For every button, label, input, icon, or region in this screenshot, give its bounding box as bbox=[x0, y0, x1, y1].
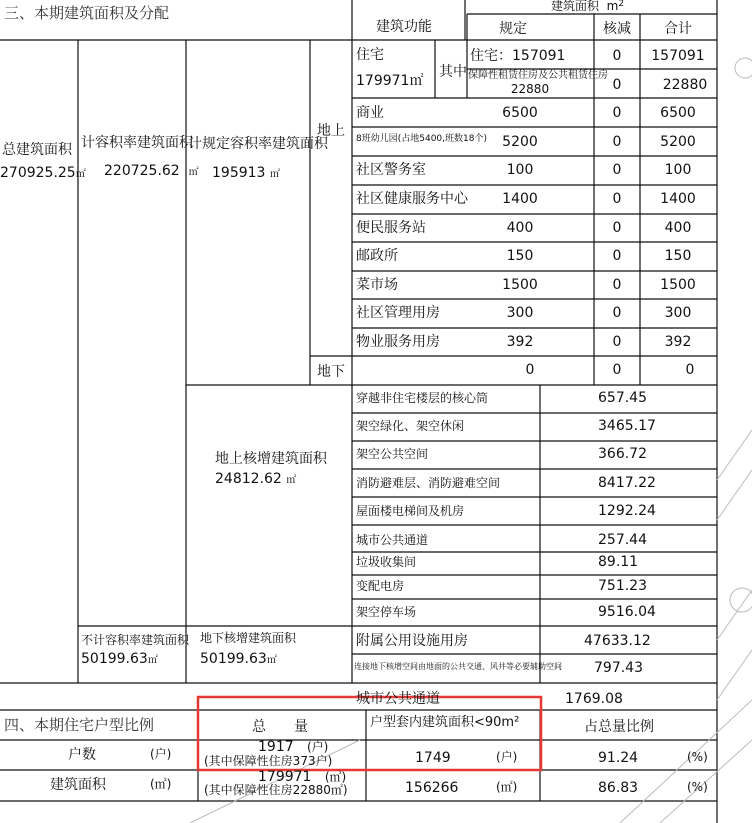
nonfar-item-1-value: 47633.12 bbox=[584, 633, 651, 649]
gfa-value: 270925.25㎡ bbox=[0, 165, 86, 181]
header-total: 合计 bbox=[664, 21, 692, 37]
sec4-total-header: 总 量 bbox=[252, 719, 308, 735]
far-value: 220725.62 ㎡ bbox=[104, 163, 199, 179]
function-row-name: 社区警务室 bbox=[356, 162, 426, 178]
nonfar-label: 不计容积率建筑面积 bbox=[81, 633, 190, 647]
households-pct: (%) bbox=[687, 750, 708, 764]
function-row-name: 社区健康服务中心 bbox=[356, 191, 468, 207]
incr-item-name: 架空停车场 bbox=[356, 605, 417, 619]
function-row-reduce: 0 bbox=[612, 220, 622, 236]
nonfar-ug-value: 50199.63㎡ bbox=[200, 651, 277, 667]
function-row-reduce: 0 bbox=[612, 248, 622, 264]
incr-item-name: 架空绿化、架空休闲 bbox=[356, 419, 465, 433]
section4-title: 四、本期住宅户型比例 bbox=[4, 716, 155, 734]
res-sub1: 住宅：157091 bbox=[470, 48, 566, 64]
incr-item-value: 9516.04 bbox=[598, 604, 656, 620]
section3-title: 三、本期建筑面积及分配 bbox=[4, 4, 170, 22]
incr-item-name: 城市公共通道 bbox=[356, 533, 429, 547]
function-row-total: 1400 bbox=[660, 191, 696, 207]
incr-item-name: 穿越非住宅楼层的核心筒 bbox=[356, 391, 489, 405]
function-row-name: 商业 bbox=[356, 105, 384, 121]
far-label: 计容积率建筑面积 bbox=[81, 135, 193, 151]
nonfar-item-3-value: 1769.08 bbox=[565, 691, 623, 707]
res-sub1-reduce: 0 bbox=[612, 48, 622, 64]
function-row-plan: 100 bbox=[506, 162, 534, 178]
function-row-name: 8班幼儿园(占地5400,班数18个) bbox=[356, 134, 487, 144]
header-area: 建筑面积 $m^2$ bbox=[551, 0, 625, 13]
incr-item-value: 366.72 bbox=[598, 446, 647, 462]
function-row-plan: 400 bbox=[506, 220, 534, 236]
incr-item-value: 1292.24 bbox=[598, 503, 656, 519]
area-ratio: 86.83 bbox=[598, 780, 639, 796]
area-small-unit: (㎡) bbox=[496, 780, 518, 794]
plan-far-label: 计规定容积率建筑面积 bbox=[188, 136, 328, 152]
function-row-name: 邮政所 bbox=[356, 248, 398, 264]
incr-label: 地上核增建筑面积 bbox=[215, 451, 327, 467]
function-row-name: 社区管理用房 bbox=[356, 305, 440, 321]
underground-reduce: 0 bbox=[612, 362, 622, 378]
households-small: 1749 bbox=[415, 750, 451, 766]
function-row-total: 400 bbox=[664, 220, 692, 236]
function-row-total: 392 bbox=[664, 334, 692, 350]
households-unit: (户) bbox=[150, 747, 172, 761]
function-row-plan: 5200 bbox=[502, 134, 538, 150]
incr-item-name: 变配电房 bbox=[356, 579, 405, 593]
res-sub2-label: 保障性租赁住房及公共租赁住房 bbox=[468, 70, 608, 81]
below-ground-label: 地下 bbox=[317, 364, 345, 380]
incr-item-value: 657.45 bbox=[598, 390, 647, 406]
function-row-plan: 392 bbox=[506, 334, 534, 350]
function-row-reduce: 0 bbox=[612, 162, 622, 178]
function-row-total: 100 bbox=[664, 162, 692, 178]
incr-item-name: 屋面楼电梯间及机房 bbox=[356, 504, 465, 518]
households-small-unit: (户) bbox=[496, 750, 518, 764]
res-sub2-total: 22880 bbox=[662, 77, 708, 93]
incr-item-value: 8417.22 bbox=[598, 475, 656, 491]
area-pct: (%) bbox=[687, 780, 708, 794]
function-row-plan: 150 bbox=[506, 248, 534, 264]
nonfar-ug-label: 地下核增建筑面积 bbox=[200, 631, 297, 645]
function-row-name: 便民服务站 bbox=[356, 220, 426, 236]
area-label: 建筑面积 bbox=[50, 777, 106, 793]
nonfar-item-2-name: 连接地下核增空间由地面的公共交通、风井等必要辅助空间 bbox=[354, 662, 562, 671]
function-row-reduce: 0 bbox=[612, 277, 622, 293]
sec4-unit-type-header: 户型套内建筑面积<90m² bbox=[370, 715, 520, 730]
households-ratio: 91.24 bbox=[598, 750, 639, 766]
res-sub2-reduce: 0 bbox=[612, 77, 622, 93]
qizhong-label: 其中 bbox=[439, 64, 467, 80]
function-row-plan: 1400 bbox=[502, 191, 538, 207]
function-row-plan: 300 bbox=[506, 305, 534, 321]
function-row-total: 150 bbox=[664, 248, 692, 264]
households-label: 户数 bbox=[68, 747, 96, 763]
underground-plan: 0 bbox=[525, 362, 535, 378]
incr-item-value: 751.23 bbox=[598, 578, 647, 594]
incr-item-name: 消防避难层、消防避难空间 bbox=[356, 476, 501, 490]
incr-item-name: 架空公共空间 bbox=[356, 447, 429, 461]
area-small: 156266 bbox=[405, 780, 459, 796]
gfa-label: 总建筑面积 bbox=[2, 142, 72, 158]
function-row-name: 物业服务用房 bbox=[356, 334, 440, 350]
area-sub: (其中保障性住房22880㎡) bbox=[204, 783, 348, 797]
function-row-plan: 6500 bbox=[502, 105, 538, 121]
sec4-ratio-header: 占总量比例 bbox=[584, 719, 654, 735]
function-row-plan: 1500 bbox=[502, 277, 538, 293]
households-sub: (其中保障性住房373户) bbox=[204, 754, 333, 768]
header-reduce: 核减 bbox=[603, 21, 631, 37]
area-total: 179971 (㎡) bbox=[258, 769, 347, 785]
nonfar-value: 50199.63㎡ bbox=[81, 651, 158, 667]
incr-item-name: 垃圾收集间 bbox=[356, 555, 417, 569]
function-row-reduce: 0 bbox=[612, 305, 622, 321]
area-unit: (㎡) bbox=[150, 777, 172, 791]
underground-total: 0 bbox=[685, 362, 695, 378]
above-ground-label: 地上 bbox=[317, 123, 345, 139]
function-row-reduce: 0 bbox=[612, 105, 622, 121]
incr-item-value: 257.44 bbox=[598, 532, 647, 548]
function-row-name: 菜市场 bbox=[356, 277, 398, 293]
incr-value: 24812.62 ㎡ bbox=[215, 471, 297, 487]
incr-item-value: 3465.17 bbox=[598, 418, 656, 434]
header-plan: 规定 bbox=[499, 21, 527, 37]
residential-value: 179971㎡ bbox=[356, 73, 424, 89]
nonfar-item-2-value: 797.43 bbox=[594, 660, 643, 676]
res-sub1-total: 157091 bbox=[651, 48, 705, 64]
function-row-reduce: 0 bbox=[612, 191, 622, 207]
function-row-reduce: 0 bbox=[612, 134, 622, 150]
plan-far-value: 195913 ㎡ bbox=[212, 165, 280, 181]
nonfar-item-1-name: 附属公用设施用房 bbox=[356, 633, 468, 649]
function-row-total: 5200 bbox=[660, 134, 696, 150]
function-row-total: 1500 bbox=[660, 277, 696, 293]
res-sub2-value: 22880 bbox=[510, 82, 550, 96]
function-row-total: 6500 bbox=[660, 105, 696, 121]
residential-label: 住宅 bbox=[356, 47, 384, 63]
households-total: 1917 (户) bbox=[258, 739, 329, 755]
function-row-total: 300 bbox=[664, 305, 692, 321]
function-row-reduce: 0 bbox=[612, 334, 622, 350]
header-function: 建筑功能 bbox=[376, 19, 432, 35]
incr-item-value: 89.11 bbox=[598, 554, 639, 570]
nonfar-item-3-name: 城市公共通道 bbox=[356, 691, 440, 707]
